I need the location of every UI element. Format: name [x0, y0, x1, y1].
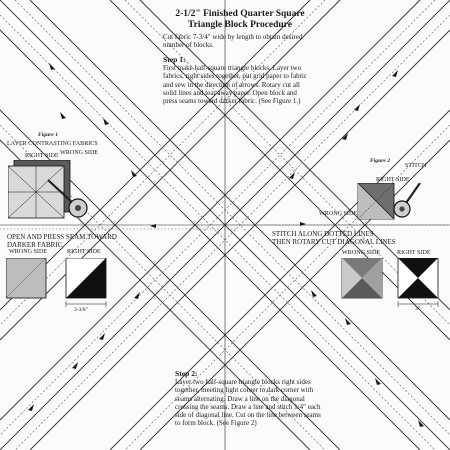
- page-title: 2-1/2" Finished Quarter Square Triangle Block Procedure: [175, 9, 305, 30]
- figure1-layer-label: LAYER CONTRASTING FABRICS: [7, 141, 98, 147]
- right-panel-blocks: [338, 258, 446, 318]
- step1-heading: Step 1:: [163, 55, 186, 64]
- step2-body: Layer two half-square triangle blocks right sides together, meeting light corner to dark corner with seams alternating. Draw a line on the diagonal crossing the seams. Draw a line and stitch 1/4" each side of diagonal line. Cut on the line between seams to form block. (See Figure 2): [175, 378, 321, 428]
- step1-body: First make half-square triangle blocks. Layer two fabrics, right sides together, pin grid paper to fabric and sew in the direction of arrows. Rotary cut all solid lines and tear away paper. Open block and press seams toward darker fabric. (See Figure 1.): [163, 64, 307, 106]
- figure1-right-side-label: RIGHT SIDE: [25, 153, 59, 159]
- figure2-stitch-label: STITCH: [405, 163, 427, 169]
- figure1-fabric-grid: [8, 160, 100, 224]
- step1-block: [163, 56, 313, 105]
- right-measure: 3": [415, 306, 420, 312]
- figure2-block: [350, 183, 446, 223]
- figure2-caption: Figure 2: [370, 158, 391, 164]
- right-wrong-side-label: WRONG SIDE: [342, 250, 381, 256]
- left-panel-heading: OPEN AND PRESS SEAM TOWARD DARKER FABRIC: [7, 233, 117, 249]
- step2-heading: Step 2:: [175, 369, 198, 378]
- right-right-side-label: RIGHT SIDE: [397, 250, 431, 256]
- rotary-cutter-icon: [394, 183, 420, 217]
- step2-block: [175, 370, 325, 427]
- left-panel-blocks: [6, 258, 118, 318]
- left-right-side-label: RIGHT SIDE: [67, 249, 101, 255]
- figure1-wrong-side-label: WRONG SIDE: [60, 150, 99, 156]
- left-wrong-side-label: WRONG SIDE: [9, 249, 48, 255]
- figure2-right-side-label: RIGHT SIDE: [376, 177, 410, 183]
- intro-text: Cut fabric 7-3/4" wide by length to obtain desired number of blocks.: [163, 33, 303, 50]
- left-measure: 3-3/8": [74, 307, 88, 313]
- figure1-caption: Figure 1: [38, 132, 59, 138]
- right-panel-heading: STITCH ALONG DOTTED LINES THEN ROTARY CUT DIAGONAL LINES: [272, 230, 396, 246]
- figure2-wrong-side-label: WRONG SIDE: [319, 211, 358, 217]
